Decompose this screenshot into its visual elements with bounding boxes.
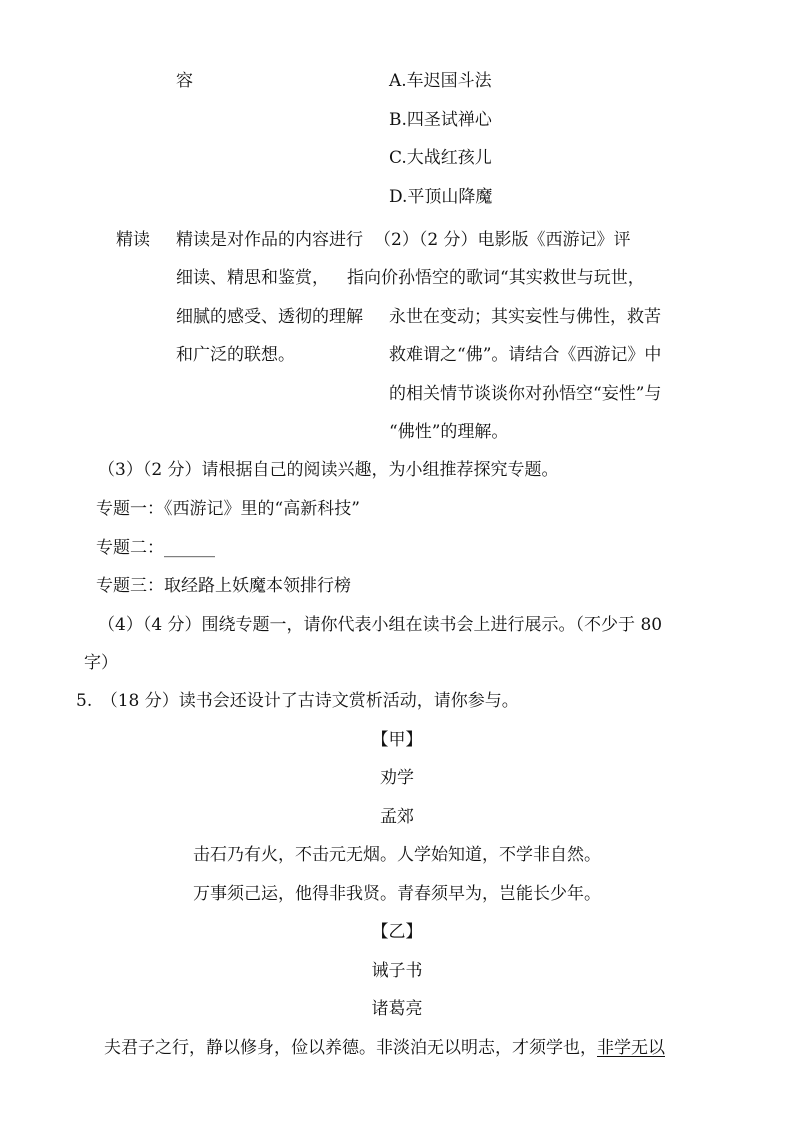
jingdu-label: 精读: [116, 230, 150, 250]
q4-prompt-line1: （4）（4 分）围绕专题一，请你代表小组在读书会上进行展示。（不少于 80: [98, 615, 663, 635]
q2-line: 永世在变动；其实妄性与佛性，救苦: [389, 307, 661, 327]
q5-prompt: 5. （18 分）读书会还设计了古诗文赏析活动，请你参与。: [76, 691, 519, 711]
q2-line: 的相关情节谈谈你对孙悟空“妄性”与: [389, 384, 662, 404]
jia-poem-line: 击石乃有火，不击元无烟。人学始知道，不学非自然。: [193, 845, 601, 865]
yi-text-author: 诸葛亮: [371, 999, 423, 1019]
jingdu-desc-line: 细腻的感受、透彻的理解: [176, 307, 363, 327]
option-c: C.大战红孩儿: [389, 148, 492, 168]
jingdu-desc-line: 细读、精思和鉴赏，: [176, 268, 329, 288]
jingdu-desc-line: 和广泛的联想。: [176, 345, 295, 365]
option-d: D.平顶山降魔: [389, 187, 493, 207]
jia-label: 【甲】: [371, 730, 423, 750]
q2-line: “佛性”的理解。: [389, 422, 509, 442]
q3-prompt: （3）（2 分）请根据自己的阅读兴趣，为小组推荐探究专题。: [98, 460, 559, 480]
yi-text-plain: 夫君子之行，静以修身，俭以养德。非淡泊无以明志，才须学也，: [104, 1038, 597, 1058]
q2-line: 指向价孙悟空的歌词“其实救世与玩世，: [347, 268, 645, 288]
q2-line: （2）（2 分）电影版《西游记》评: [374, 230, 631, 250]
option-a: A.车迟国斗法: [389, 71, 492, 91]
q3-topic-3: 专题三：取经路上妖魔本领排行榜: [96, 576, 351, 596]
yi-text-line: [104, 1036, 665, 1060]
jia-poem-title: 劝学: [380, 768, 414, 788]
option-b: B.四圣试禅心: [389, 110, 492, 130]
jia-poem-author: 孟郊: [380, 807, 414, 827]
jia-poem-line: 万事须己运，他得非我贤。青春须早为，岂能长少年。: [193, 884, 601, 904]
q2-line: 救难谓之“佛”。请结合《西游记》中: [389, 345, 662, 365]
q3-topic-2: 专题二：______: [96, 538, 215, 558]
q4-prompt-line2: 字）: [84, 653, 118, 673]
row-content-label-tail: 容: [176, 71, 193, 91]
jingdu-desc-line: 精读是对作品的内容进行: [176, 230, 363, 250]
yi-text-underlined: 非学无以: [597, 1038, 665, 1058]
yi-text-title: 诫子书: [371, 961, 423, 981]
q3-topic-1: 专题一：《西游记》里的“高新科技”: [96, 499, 360, 519]
yi-label: 【乙】: [371, 922, 423, 942]
